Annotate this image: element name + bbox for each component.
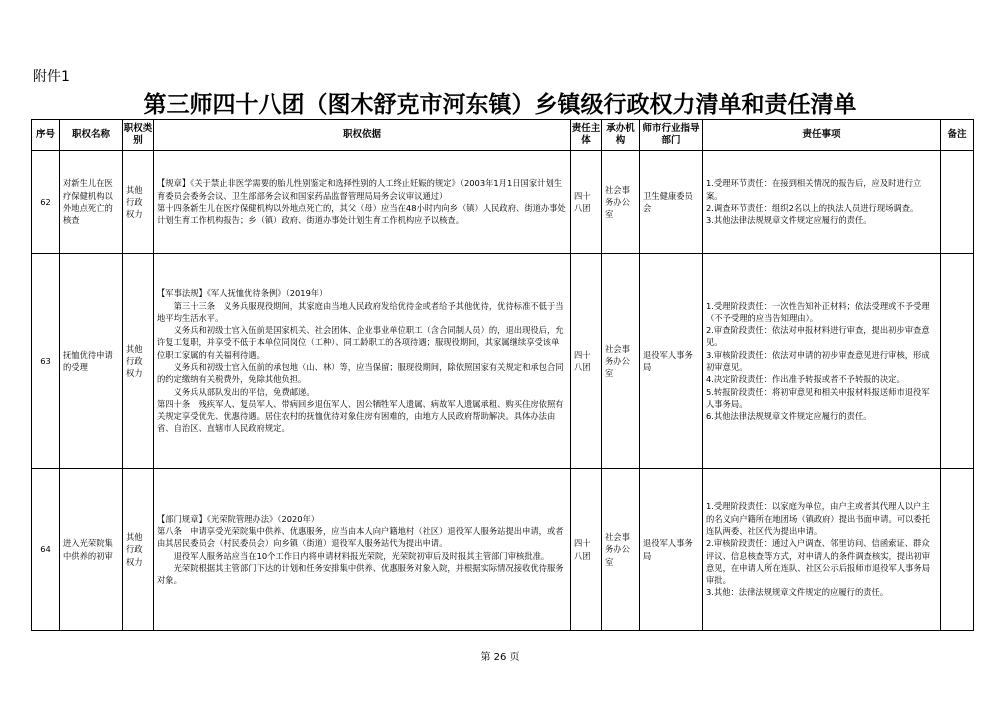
header-remark: 备注 xyxy=(941,120,974,151)
basis-line: 义务兵和初级士官入伍前是国家机关、社会团体、企业事业单位职工（含合同制人员）的，退出现役后，允许复工复职，并享受不低于本单位同岗位（工种）、同工龄职工的各项待遇；服现役期间，其家属继续享受该单位职工家属的有关福利待遇。 xyxy=(157,325,564,360)
header-seq: 序号 xyxy=(32,120,60,151)
row-guide: 退役军人事务局 xyxy=(640,469,703,631)
row-name: 进入光荣院集中供养的初审 xyxy=(60,469,123,631)
duty-line: 1.受理阶段责任：以家庭为单位，由户主或者其代理人以户主的名义向户籍所在地团场（镇政府）提出书面申请。可以委托连队两委、社区代为提出申请。 xyxy=(706,501,931,536)
table-row xyxy=(32,151,974,254)
row-org: 社会事务办公室 xyxy=(602,151,640,254)
duty-line: 2.审查阶段责任：依法对申报材料进行审查，提出初步审查意见。 xyxy=(706,325,930,348)
row-category: 其他行政权力 xyxy=(123,469,154,631)
row-basis xyxy=(154,254,571,469)
row-name: 抚恤优待申请的受理 xyxy=(60,254,123,469)
power-list-table xyxy=(31,119,974,631)
basis-line: 第四十条 残疾军人、复员军人、带病回乡退伍军人、因公牺牲军人遗属、病故军人遗属承租、购买住房依照有关规定享受优先、优惠待遇。居住农村的抚恤优待对象住房有困难的，由地方人民政府帮助解决。具体办法由省、自治区、直辖市人民政府规定。 xyxy=(157,398,564,434)
duty-line: 1.受理阶段责任：一次性告知补正材料；依法受理或不予受理（不予受理的应当告知理由）。 xyxy=(706,300,930,323)
header-category: 职权类别 xyxy=(123,120,154,151)
header-subject: 责任主体 xyxy=(571,120,602,151)
duty-line: 6.其他法律法规规章文件规定应履行的责任。 xyxy=(706,411,872,422)
row-subject: 四十八团 xyxy=(571,469,602,631)
row-org: 社会事务办公室 xyxy=(602,469,640,631)
attachment-label: 附件1 xyxy=(33,69,70,85)
basis-line: 【部门规章】《光荣院管理办法》（2020年） xyxy=(157,513,320,524)
row-remark xyxy=(941,254,974,469)
header-row xyxy=(32,120,974,151)
header-duties: 责任事项 xyxy=(703,120,941,151)
row-seq: 63 xyxy=(32,254,60,469)
row-duties xyxy=(703,151,941,254)
duty-line: 5.转报阶段责任：将初审意见和相关申报材料报送师市退役军人事务局。 xyxy=(706,386,930,409)
row-subject: 四十八团 xyxy=(571,151,602,254)
duty-line: 1.受理环节责任：在接到相关情况的报告后，应及时进行立案。 xyxy=(706,178,922,201)
row-name: 对新生儿在医疗保健机构以外地点死亡的核查 xyxy=(60,151,123,254)
row-subject: 四十八团 xyxy=(571,254,602,469)
duty-line: 2.调查环节责任：组织2名以上的执法人员进行现场调查。 xyxy=(706,203,919,213)
row-basis xyxy=(154,151,571,254)
basis-line: 【规章】《关于禁止非医学需要的胎儿性别鉴定和选择性别的人工终止妊娠的规定》（2003年1月1日国家计划生育委员会委务会议、卫生部部务会议和国家药品监督管理局局务会议审议通过） xyxy=(157,178,563,201)
header-guide: 师市行业指导部门 xyxy=(640,120,703,151)
row-guide: 退役军人事务局 xyxy=(640,254,703,469)
basis-line: 第三十三条 义务兵服现役期间，其家庭由当地人民政府发给优待金或者给予其他优待，优待标准不低于当地平均生活水平。 xyxy=(157,300,564,323)
row-duties xyxy=(703,469,941,631)
basis-line: 义务兵和初级士官入伍前的承包地（山、林）等，应当保留；服现役期间，除依照国家有关规定和承包合同的约定缴纳有关税费外，免除其他负担。 xyxy=(157,362,564,385)
duty-line: 3.其他：法律法规规章文件规定的应履行的责任。 xyxy=(706,587,889,598)
header-org: 承办机构 xyxy=(602,120,640,151)
basis-line: 义务兵从部队发出的平信，免费邮递。 xyxy=(173,386,315,397)
basis-line: 【军事法规】《军人抚恤优待条例》（2019年） xyxy=(157,288,328,299)
row-category: 其他行政权力 xyxy=(123,151,154,254)
row-remark xyxy=(941,151,974,254)
row-duties xyxy=(703,254,941,469)
basis-line: 退役军人服务站应当在10个工作日内将申请材料报光荣院，光荣院初审后及时报其主管部门审核批准。 xyxy=(173,550,550,561)
table-row xyxy=(32,254,974,469)
duty-line: 3.其他法律法规规章文件规定应履行的责任。 xyxy=(706,215,872,226)
page-title: 第三师四十八团（图木舒克市河东镇）乡镇级行政权力清单和责任清单 xyxy=(143,91,857,118)
duty-line: 2.审核阶段责任：通过入户调查、邻里访问、信函索证、群众评议、信息核查等方式，对申请人的条件调查核实，提出初审意见，在申请人所在连队、社区公示后报师市退役军人事务局审批。 xyxy=(706,538,931,586)
row-remark xyxy=(941,469,974,631)
basis-line: 第八条 申请享受光荣院集中供养、优惠服务，应当由本人向户籍地村（社区）退役军人服务站提出申请，或者由其居民委员会（村民委员会）向乡镇（街道）退役军人服务站代为提出申请。 xyxy=(157,525,564,549)
duty-line: 3.审核阶段责任：依法对申请的初步审查意见进行审核，形成初审意见。 xyxy=(706,349,930,372)
duty-line: 4.决定阶段责任：作出准予转报或者不予转报的决定。 xyxy=(706,374,905,385)
row-org: 社会事务办公室 xyxy=(602,254,640,469)
basis-line: 光荣院根据其主管部门下达的计划和任务安排集中供养、优惠服务对象入院，并根据实际情况接收优待服务对象。 xyxy=(157,562,564,586)
header-name: 职权名称 xyxy=(60,120,123,151)
row-category: 其他行政权力 xyxy=(123,254,154,469)
row-basis xyxy=(154,469,571,631)
basis-line: 第十四条新生儿在医疗保健机构以外地点死亡的，其父（母）应当在48小时内向乡（镇）人民政府、街道办事处计划生育工作机构报告；乡（镇）政府、街道办事处计划生育工作机构应予以核查。 xyxy=(157,203,566,226)
header-basis: 职权依据 xyxy=(154,120,571,151)
row-guide: 卫生健康委员会 xyxy=(640,151,703,254)
table-row xyxy=(32,469,974,631)
row-seq: 64 xyxy=(32,469,60,631)
page-number: 第 26 页 xyxy=(480,652,520,663)
row-seq: 62 xyxy=(32,151,60,254)
